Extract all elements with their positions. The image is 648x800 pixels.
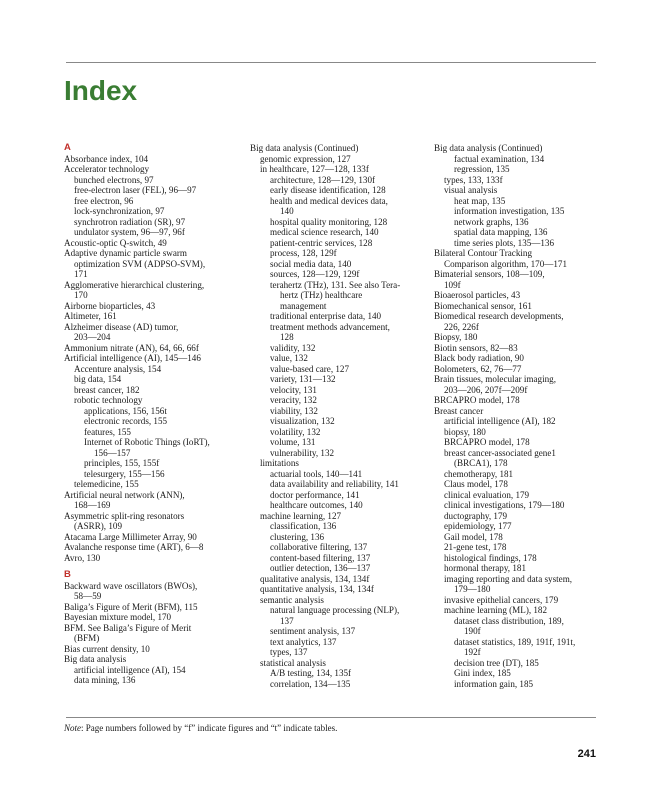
footnote <box>64 723 337 733</box>
index-entry: spatial data mapping, 136 <box>454 227 548 237</box>
index-entry: 58—59 <box>74 591 102 601</box>
footnote-label: Note <box>64 723 81 733</box>
index-entry: Accenture analysis, 154 <box>74 363 162 374</box>
index-entry: traditional enterprise data, 140 <box>270 311 382 321</box>
index-entry: information gain, 185 <box>454 678 534 689</box>
index-entry: velocity, 131 <box>270 384 317 395</box>
index-entry: 128 <box>280 332 294 342</box>
index-entry: social media data, 140 <box>270 258 352 269</box>
index-entry: qualitative analysis, 134, 134f <box>260 573 370 584</box>
index-entry: Backward wave oscillators (BWOs), <box>64 580 198 591</box>
index-entry: terahertz (THz), 131. See also Tera- <box>270 279 401 290</box>
index-entry: Biotin sensors, 82—83 <box>434 342 518 353</box>
index-entry: applications, 156, 156t <box>84 405 167 416</box>
index-entry: Biomechanical sensor, 161 <box>434 300 532 311</box>
top-rule <box>66 62 596 63</box>
index-entry: breast cancer-associated gene1 <box>444 447 556 458</box>
index-entry: validity, 132 <box>270 342 316 353</box>
index-entry: 170 <box>74 290 88 300</box>
index-entry: statistical analysis <box>260 657 326 668</box>
index-entry: free electron, 96 <box>74 195 134 206</box>
index-entry: free-electron laser (FEL), 96—97 <box>74 185 197 195</box>
index-entry: patient-centric services, 128 <box>270 237 373 248</box>
index-entry: architecture, 128—129, 130f <box>270 174 376 185</box>
index-entry: correlation, 134—135 <box>270 678 351 689</box>
index-entry: invasive epithelial cancers, 179 <box>444 594 559 605</box>
index-entry: Atacama Large Millimeter Array, 90 <box>64 531 197 542</box>
page-number: 241 <box>577 748 596 760</box>
index-entry: actuarial tools, 140—141 <box>270 468 363 479</box>
index-entry: in healthcare, 127—128, 133f <box>260 164 369 174</box>
index-entry: Acoustic-optic Q-switch, 49 <box>64 237 167 248</box>
index-entry: limitations <box>260 458 299 468</box>
index-entry: information investigation, 135 <box>454 206 565 216</box>
index-entry: Bilateral Contour Tracking <box>434 248 533 258</box>
index-entry: (BRCA1), 178 <box>454 458 508 468</box>
index-entry: sources, 128—129, 129f <box>270 269 360 279</box>
index-entry: telesurgery, 155—156 <box>84 468 165 479</box>
index-entry: 21-gene test, 178 <box>444 542 507 552</box>
index-entry: Asymmetric split-ring resonators <box>64 510 185 521</box>
index-entry: Altimeter, 161 <box>64 311 117 321</box>
index-entry: text analytics, 137 <box>270 636 337 647</box>
index-entry: collaborative filtering, 137 <box>270 542 368 552</box>
index-entry: Breast cancer <box>434 405 484 416</box>
index-entry: Bolometers, 62, 76—77 <box>434 363 522 374</box>
index-entry: artificial intelligence (AI), 154 <box>74 664 186 675</box>
index-entry: Bioaerosol particles, 43 <box>434 290 521 300</box>
index-entry: optimization SVM (ADPSO-SVM), <box>74 258 206 269</box>
index-entry: synchrotron radiation (SR), 97 <box>74 216 186 227</box>
index-entry: Gail model, 178 <box>444 531 503 542</box>
index-entry: value, 132 <box>270 353 308 363</box>
index-entry: robotic technology <box>74 395 143 405</box>
index-entry: quantitative analysis, 134, 134f <box>260 584 374 594</box>
section-gap <box>64 563 248 570</box>
index-column-2 <box>250 143 432 689</box>
index-entry: Adaptive dynamic particle swarm <box>64 248 187 258</box>
index-entry: genomic expression, 127 <box>260 153 351 164</box>
index-entry: Artificial intelligence (AI), 145—146 <box>64 353 201 363</box>
index-entry: Bias current density, 10 <box>64 643 150 654</box>
index-entry: Big data analysis (Continued) <box>434 143 543 153</box>
index-entry: epidemiology, 177 <box>444 521 512 531</box>
index-entry: Claus model, 178 <box>444 479 508 489</box>
index-entry: Artificial neural network (ANN), <box>64 489 185 500</box>
index-entry: clustering, 136 <box>270 531 325 542</box>
index-entry: early disease identification, 128 <box>270 185 386 195</box>
index-entry: (ASRR), 109 <box>74 521 122 531</box>
index-entry: variety, 131—132 <box>270 374 336 384</box>
index-entry: decision tree (DT), 185 <box>454 657 539 668</box>
index-entry: 168—169 <box>74 500 111 510</box>
index-entry: healthcare outcomes, 140 <box>270 500 363 510</box>
index-entry: classification, 136 <box>270 521 337 531</box>
index-entry: hormonal therapy, 181 <box>444 563 526 573</box>
section-letter: B <box>64 569 71 580</box>
index-entry: treatment methods advancement, <box>270 321 390 332</box>
index-entry: dataset statistics, 189, 191f, 191t, <box>454 636 576 647</box>
index-entry: Gini index, 185 <box>454 668 511 678</box>
index-entry: time series plots, 135—136 <box>454 237 555 248</box>
footnote-text: : Page numbers followed by “f” indicate figures and “t” indicate tables. <box>81 723 338 733</box>
index-entry: (BFM) <box>74 633 100 643</box>
index-entry: data availability and reliability, 141 <box>270 479 399 489</box>
index-entry: process, 128, 129f <box>270 248 337 258</box>
index-entry: 226, 226f <box>444 321 479 332</box>
index-entry: electronic records, 155 <box>84 416 168 426</box>
index-entry: 156—157 <box>94 447 131 458</box>
index-entry: data mining, 136 <box>74 675 136 685</box>
index-entry: 203—204 <box>74 332 111 342</box>
page-title: Index <box>64 75 138 106</box>
index-entry: hospital quality monitoring, 128 <box>270 216 388 227</box>
index-entry: Bayesian mixture model, 170 <box>64 612 172 622</box>
index-entry: natural language processing (NLP), <box>270 605 400 615</box>
index-entry: heat map, 135 <box>454 195 506 206</box>
index-entry: factual examination, 134 <box>454 153 545 164</box>
index-entry: machine learning, 127 <box>260 510 342 521</box>
index-entry: ductography, 179 <box>444 510 508 521</box>
index-entry: histological findings, 178 <box>444 552 537 563</box>
index-entry: Comparison algorithm, 170—171 <box>444 258 568 269</box>
index-entry: Bimaterial sensors, 108—109, <box>434 269 545 279</box>
index-entry: management <box>280 300 327 311</box>
index-entry: viability, 132 <box>270 405 318 416</box>
index-entry: Big data analysis (Continued) <box>250 143 359 153</box>
index-entry: Baliga’s Figure of Merit (BFM), 115 <box>64 601 198 612</box>
index-entry: Biopsy, 180 <box>434 332 478 342</box>
index-entry: big data, 154 <box>74 374 122 384</box>
index-entry: biopsy, 180 <box>444 426 486 437</box>
index-column-1 <box>64 143 248 686</box>
index-entry: artificial intelligence (AI), 182 <box>444 416 556 426</box>
index-entry: Absorbance index, 104 <box>64 153 149 164</box>
index-entry: Biomedical research developments, <box>434 311 564 321</box>
index-entry: value-based care, 127 <box>270 363 350 374</box>
index-entry: 203—206, 207f—209f <box>444 384 528 395</box>
index-entry: volatility, 132 <box>270 426 321 437</box>
index-entry: 171 <box>74 269 88 279</box>
index-entry: dataset class distribution, 189, <box>454 615 564 626</box>
index-entry: Internet of Robotic Things (IoRT), <box>84 437 210 447</box>
index-entry: chemotherapy, 181 <box>444 468 514 479</box>
index-entry: semantic analysis <box>260 594 324 605</box>
index-entry: principles, 155, 155f <box>84 458 160 468</box>
index-entry: volume, 131 <box>270 437 316 447</box>
index-entry: Accelerator technology <box>64 164 150 174</box>
index-entry: lock-synchronization, 97 <box>74 206 165 216</box>
index-entry: BFM. See Baliga’s Figure of Merit <box>64 622 192 633</box>
index-entry: Agglomerative hierarchical clustering, <box>64 279 205 290</box>
index-entry: network graphs, 136 <box>454 216 529 227</box>
index-entry: Black body radiation, 90 <box>434 353 524 363</box>
index-column-3 <box>434 143 600 689</box>
index-entry: Airborne bioparticles, 43 <box>64 300 156 311</box>
index-entry: doctor performance, 141 <box>270 489 360 500</box>
index-entry: Avro, 130 <box>64 552 101 563</box>
index-entry: Big data analysis <box>64 654 127 664</box>
index-entry: BRCAPRO model, 178 <box>434 395 520 405</box>
section-letter: A <box>64 142 71 153</box>
bottom-rule <box>66 717 596 718</box>
index-entry: hertz (THz) healthcare <box>280 290 363 300</box>
index-entry: visualization, 132 <box>270 416 335 426</box>
index-entry: types, 133, 133f <box>444 174 503 185</box>
index-entry: vulnerability, 132 <box>270 447 335 458</box>
index-entry: undulator system, 96—97, 96f <box>74 227 185 237</box>
index-entry: breast cancer, 182 <box>74 384 140 395</box>
index-entry: 137 <box>280 615 294 626</box>
index-entry: sentiment analysis, 137 <box>270 626 356 636</box>
index-entry: 109f <box>444 279 461 290</box>
index-entry: bunched electrons, 97 <box>74 174 154 185</box>
index-entry: 179—180 <box>454 584 491 594</box>
index-entry: types, 137 <box>270 647 308 657</box>
index-entry: regression, 135 <box>454 164 510 174</box>
index-entry: imaging reporting and data system, <box>444 573 573 584</box>
index-entry: clinical evaluation, 179 <box>444 489 530 500</box>
index-entry: features, 155 <box>84 426 131 437</box>
index-entry: Alzheimer disease (AD) tumor, <box>64 321 179 332</box>
index-entry: outlier detection, 136—137 <box>270 563 371 573</box>
index-entry: visual analysis <box>444 185 498 195</box>
index-entry: Brain tissues, molecular imaging, <box>434 374 556 384</box>
index-entry: veracity, 132 <box>270 395 317 405</box>
index-entry: 190f <box>464 626 481 636</box>
index-entry: machine learning (ML), 182 <box>444 605 548 615</box>
index-entry: Avalanche response time (ART), 6—8 <box>64 542 204 552</box>
index-entry: 140 <box>280 206 294 216</box>
index-entry: 192f <box>464 647 481 657</box>
index-entry: Ammonium nitrate (AN), 64, 66, 66f <box>64 342 199 353</box>
index-entry: clinical investigations, 179—180 <box>444 500 565 510</box>
index-entry: health and medical devices data, <box>270 195 388 206</box>
index-entry: content-based filtering, 137 <box>270 552 371 563</box>
index-entry: A/B testing, 134, 135f <box>270 668 352 678</box>
index-entry: BRCAPRO model, 178 <box>444 437 530 447</box>
index-entry: telemedicine, 155 <box>74 479 139 489</box>
index-entry: medical science research, 140 <box>270 227 379 237</box>
